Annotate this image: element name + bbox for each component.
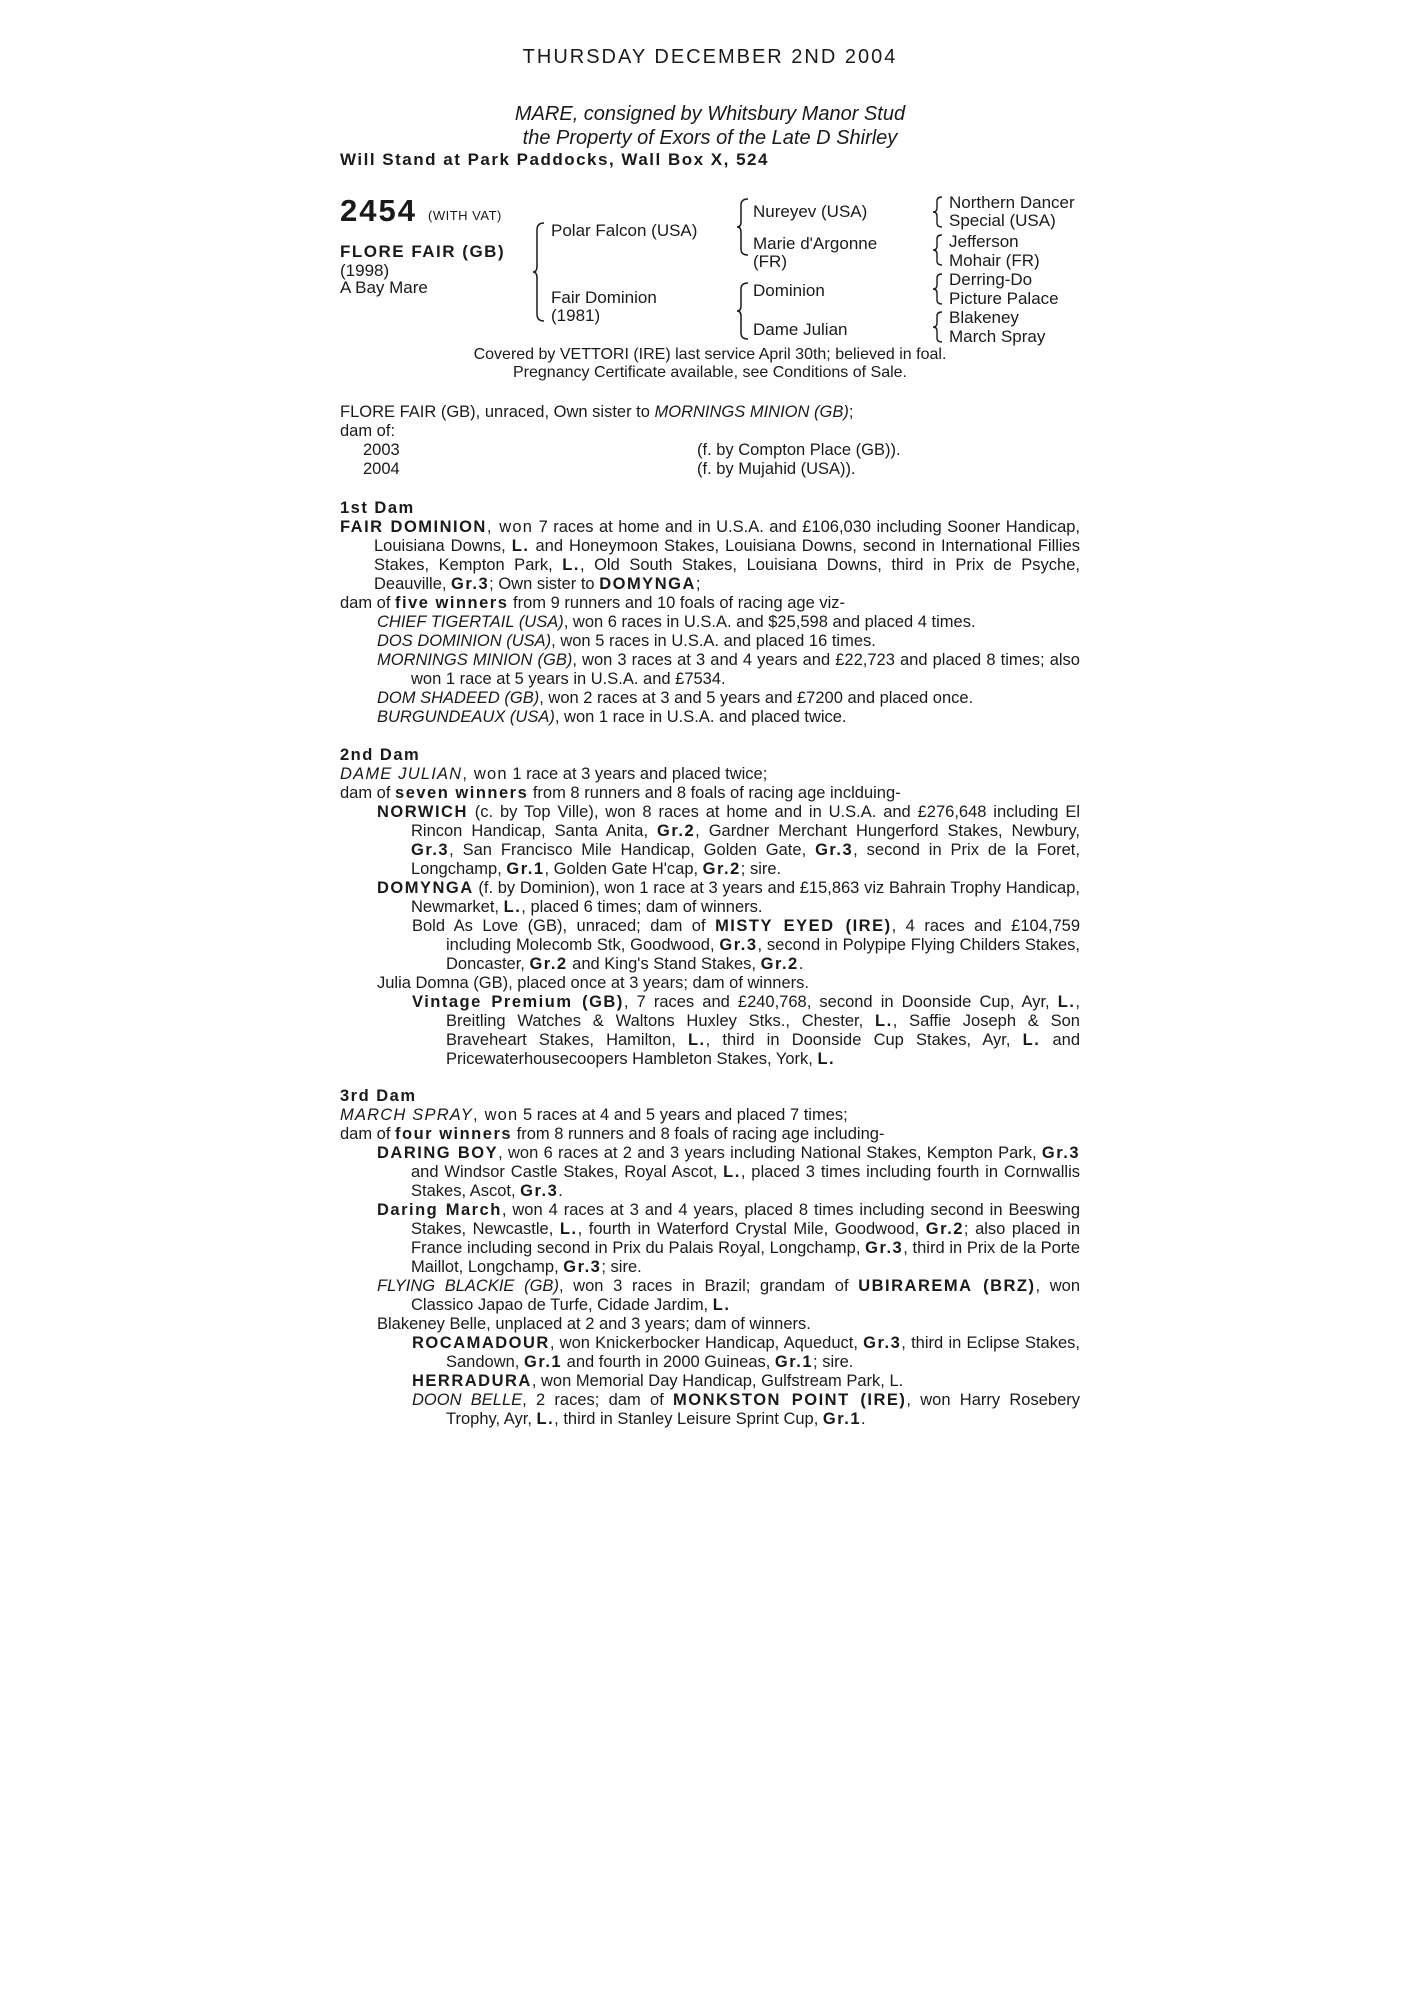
offspring-name: DARING BOY <box>377 1144 499 1162</box>
pedigree-g3-dsd: Picture Palace <box>949 289 1059 308</box>
offspring-text: , placed 3 times including fourth in Cornwallis Stakes, Ascot, <box>411 1163 1080 1200</box>
first-dam-text: 7 races at home and in U.S.A. and £106,030 including Sooner Handicap, Louisiana Downs, <box>374 518 1081 555</box>
offspring-text: , won 4 races at 3 and 4 years, placed 8 times including second in Beeswing Stakes, Newcastle, <box>411 1201 1080 1238</box>
pedigree-g3-ddd: March Spray <box>949 327 1046 346</box>
produce-dam-of: dam of: <box>340 422 396 440</box>
pedigree-dam-dam: Dame Julian <box>753 320 848 339</box>
offspring-text: and Windsor Castle Stakes, Royal Ascot, <box>411 1163 724 1181</box>
third-dam-section <box>340 1087 1080 1429</box>
group-tag: Gr.1 <box>822 1410 861 1428</box>
winners-count: seven winners <box>395 784 529 802</box>
offspring-text: . <box>558 1182 563 1200</box>
pedigree-g3-dss: Derring-Do <box>949 270 1033 289</box>
offspring-text: ; sire. <box>601 1258 642 1276</box>
dam-of-text: dam of <box>340 1125 396 1143</box>
offspring-text: , won Classico Japao de Turfe, Cidade Jardim, <box>411 1277 1081 1314</box>
third-dam-won: , won <box>473 1106 519 1124</box>
first-dam-sister: DOMYNGA <box>599 575 696 593</box>
offspring-text: , placed 6 times; dam of winners. <box>521 898 763 916</box>
dam-of-text: dam of <box>340 784 396 802</box>
covered-line-2: Pregnancy Certificate available, see Conditions of Sale. <box>513 364 907 381</box>
covered-info <box>340 346 1080 382</box>
offspring-text: (c. by Top Ville), won 8 races at home and in U.S.A. and £276,648 including El Rincon Handicap, Santa Anita, <box>411 803 1080 840</box>
offspring-text: , third in Prix de la Porte Maillot, Longchamp, <box>411 1239 1080 1276</box>
pedigree-brace-gen1 <box>532 222 546 322</box>
offspring-text: , third in Stanley Leisure Sprint Cup, <box>554 1410 823 1428</box>
produce-row <box>340 460 1080 479</box>
offspring-text: ; sire. <box>740 860 782 878</box>
produce-intro-end: ; <box>848 403 854 421</box>
stand-location: Will Stand at Park Paddocks, Wall Box X, 524 <box>340 150 769 169</box>
group-tag: Gr.3 <box>865 1239 904 1257</box>
offspring-name: Daring March <box>377 1201 502 1219</box>
grand-offspring-entry <box>412 993 1080 1069</box>
first-dam-section <box>340 499 1080 727</box>
pedigree-brace-g3-2 <box>932 234 944 266</box>
offspring-text: , won 5 races in U.S.A. and placed 16 times. <box>551 632 876 650</box>
offspring-name: DOS DOMINION (USA) <box>377 632 552 650</box>
offspring-name: MISTY EYED (IRE) <box>715 917 892 935</box>
offspring-entry <box>377 651 1080 689</box>
dam-of-text: dam of <box>340 594 396 612</box>
horse-description: A Bay Mare <box>340 278 428 297</box>
third-dam-dam-of <box>340 1125 1080 1144</box>
offspring-text: , second in Polypipe Flying Childers Stakes, Doncaster, <box>446 936 1080 973</box>
first-dam-heading: 1st Dam <box>340 499 415 517</box>
offspring-text: , won 3 races at 3 and 4 years and £22,723 and placed 8 times; also won 1 race at 5 years in U.S.A. and £7534. <box>411 651 1080 688</box>
first-dam-record <box>340 518 1080 594</box>
offspring-name: NORWICH <box>377 803 468 821</box>
offspring-text: and Pricewaterhousecoopers Hambleton Stakes, York, <box>446 1031 1081 1068</box>
second-dam-section <box>340 746 1080 1069</box>
winners-count: four winners <box>395 1125 513 1143</box>
group-tag: Gr.3 <box>719 936 758 954</box>
sale-date: THURSDAY DECEMBER 2ND 2004 <box>522 46 898 68</box>
pedigree-brace-g3-3 <box>932 273 944 305</box>
offspring-text: (f. by Dominion), won 1 race at 3 years and £15,863 viz Bahrain Trophy Handicap, Newmarket, <box>411 879 1080 916</box>
offspring-name: ROCAMADOUR <box>412 1334 550 1352</box>
offspring-text: , third in Doonside Cup Stakes, Ayr, <box>705 1031 1023 1049</box>
offspring-entry <box>377 689 1080 708</box>
listed-tag: L. <box>687 1031 706 1049</box>
pedigree-g3-sss: Northern Dancer <box>949 193 1075 212</box>
second-dam-dam-of <box>340 784 1080 803</box>
pedigree-sire: Polar Falcon (USA) <box>551 221 698 240</box>
offspring-name: Vintage Premium (GB) <box>412 993 624 1011</box>
offspring-text: , won 1 race in U.S.A. and placed twice. <box>554 708 847 726</box>
pedigree-g3-sdd: Mohair (FR) <box>949 251 1040 270</box>
offspring-entry: Blakeney Belle, unplaced at 2 and 3 years; dam of winners. <box>377 1315 811 1333</box>
pedigree-sire-dam-line-2: (FR) <box>753 252 787 271</box>
offspring-text: , won Knickerbocker Handicap, Aqueduct, <box>549 1334 864 1352</box>
grand-offspring-entry <box>412 917 1080 974</box>
group-tag: Gr.3 <box>563 1258 602 1276</box>
covered-line-1: Covered by VETTORI (IRE) last service April 30th; believed in foal. <box>473 346 947 363</box>
third-dam-heading: 3rd Dam <box>340 1087 417 1105</box>
listed-tag: L. <box>712 1296 731 1314</box>
group-tag: Gr.3 <box>411 841 450 859</box>
dam-of-text: from 8 runners and 8 foals of racing age including- <box>512 1125 885 1143</box>
listed-tag: L. <box>536 1410 555 1428</box>
offspring-entry <box>377 803 1080 879</box>
first-dam-won: , won <box>486 518 534 536</box>
horse-name: FLORE FAIR (GB) <box>340 242 506 261</box>
offspring-text: Bold As Love (GB), unraced; dam of <box>412 917 716 935</box>
group-tag: Gr.3 <box>863 1334 902 1352</box>
winners-count: five winners <box>395 594 509 612</box>
offspring-entry: Julia Domna (GB), placed once at 3 years; dam of winners. <box>377 974 809 992</box>
produce-year: 2003 <box>363 441 400 459</box>
second-dam-heading: 2nd Dam <box>340 746 421 764</box>
offspring-text: , third in Eclipse Stakes, Sandown, <box>446 1334 1080 1371</box>
pedigree-sire-dam-line-1: Marie d'Argonne <box>753 234 878 253</box>
offspring-text: . <box>861 1410 866 1428</box>
group-tag: Gr.2 <box>760 955 799 973</box>
offspring-text: and fourth in 2000 Guineas, <box>562 1353 775 1371</box>
offspring-text: , won 6 races in U.S.A. and $25,598 and placed 4 times. <box>563 613 976 631</box>
offspring-name: MONKSTON POINT (IRE) <box>673 1391 907 1409</box>
offspring-name: DOM SHADEED (GB) <box>377 689 540 707</box>
second-dam-record <box>340 765 1080 784</box>
group-tag: Gr.3 <box>815 841 854 859</box>
offspring-name: DOMYNGA <box>377 879 474 897</box>
offspring-name: DOON BELLE <box>412 1391 523 1409</box>
vat-note: (WITH VAT) <box>428 208 502 223</box>
pedigree-sire-sire: Nureyev (USA) <box>753 202 868 221</box>
offspring-name: UBIRAREMA (BRZ) <box>858 1277 1036 1295</box>
offspring-entry <box>377 1144 1080 1201</box>
consignment-info <box>340 102 1080 150</box>
listed-tag: L. <box>723 1163 741 1181</box>
offspring-entry <box>377 1201 1080 1277</box>
first-dam-name: FAIR DOMINION <box>340 518 487 536</box>
listed-tag: L. <box>817 1050 836 1068</box>
second-dam-text: 1 race at 3 years and placed twice; <box>507 765 768 783</box>
pedigree-g3-sds: Jefferson <box>949 232 1019 251</box>
second-dam-won: , won <box>462 765 508 783</box>
consign-line-2: the Property of Exors of the Late D Shirley <box>522 127 898 149</box>
first-dam-text: ; Own sister to <box>489 575 600 593</box>
grand-offspring-entry <box>412 1391 1080 1429</box>
offspring-text: , won 3 races in Brazil; grandam of <box>558 1277 859 1295</box>
second-dam-name: DAME JULIAN <box>340 765 463 783</box>
group-tag: Gr.1 <box>506 860 545 878</box>
consign-line-1: MARE, consigned by Whitsbury Manor Stud <box>514 103 906 125</box>
group-tag: Gr.3 <box>520 1182 559 1200</box>
offspring-text: , won Memorial Day Handicap, Gulfstream Park, L. <box>531 1372 904 1390</box>
listed-tag: L. <box>562 556 580 574</box>
offspring-text: , Saffie Joseph & Son Braveheart Stakes, Hamilton, <box>446 1012 1080 1049</box>
offspring-text: , won 6 races at 2 and 3 years including National Stakes, Kempton Park, <box>498 1144 1042 1162</box>
offspring-entry <box>377 632 1080 651</box>
pedigree-brace-g3-1 <box>932 196 944 228</box>
horse-year: (1998) <box>340 261 390 280</box>
offspring-text: , 4 races and £104,759 including Molecomb Stk, Goodwood, <box>446 917 1081 954</box>
pedigree-brace-dam <box>736 282 750 340</box>
offspring-name: CHIEF TIGERTAIL (USA) <box>377 613 564 631</box>
offspring-text: , second in Prix de la Foret, Longchamp, <box>411 841 1080 878</box>
lot-number: 2454 <box>340 193 417 228</box>
group-tag: Gr.3 <box>451 575 490 593</box>
offspring-text: . <box>798 955 804 973</box>
pedigree-dam <box>551 289 657 325</box>
third-dam-name: MARCH SPRAY <box>340 1106 473 1124</box>
offspring-text: , Golden Gate H'cap, <box>544 860 703 878</box>
group-tag: Gr.3 <box>1041 1144 1081 1162</box>
produce-note: (f. by Mujahid (USA)). <box>697 460 856 478</box>
produce-intro-sibling: MORNINGS MINION (GB) <box>654 403 849 421</box>
offspring-name: HERRADURA <box>412 1372 532 1390</box>
group-tag: Gr.2 <box>657 822 696 840</box>
pedigree-dam-line-1: Fair Dominion <box>551 288 657 307</box>
pedigree-brace-g3-4 <box>932 311 944 343</box>
offspring-name: MORNINGS MINION (GB) <box>377 651 573 669</box>
pedigree-g3-ssd: Special (USA) <box>949 211 1056 230</box>
offspring-text: , won Harry Rosebery Trophy, Ayr, <box>446 1391 1080 1428</box>
offspring-text: , 7 races and £240,768, second in Doonside Cup, Ayr, <box>623 993 1058 1011</box>
offspring-name: BURGUNDEAUX (USA) <box>377 708 555 726</box>
group-tag: Gr.2 <box>702 860 741 878</box>
grand-offspring-entry <box>412 1372 1080 1391</box>
offspring-text: ; sire. <box>813 1353 854 1371</box>
offspring-text: , 2 races; dam of <box>522 1391 674 1409</box>
group-tag: Gr.2 <box>529 955 568 973</box>
listed-tag: L. <box>875 1012 893 1030</box>
offspring-text: , San Francisco Mile Handicap, Golden Gate, <box>449 841 816 859</box>
third-dam-text: 5 races at 4 and 5 years and placed 7 times; <box>518 1106 848 1124</box>
listed-tag: L. <box>511 537 530 555</box>
produce-row <box>340 441 1080 460</box>
group-tag: Gr.1 <box>523 1353 563 1371</box>
dam-of-text: from 8 runners and 8 foals of racing age inclduing- <box>528 784 901 802</box>
first-dam-text: and Honeymoon Stakes, Louisiana Downs, second in International Fillies Stakes, Kempton Park, <box>374 537 1081 574</box>
first-dam-text: , Old South Stakes, Louisiana Downs, third in Prix de Psyche, Deauville, <box>374 556 1080 593</box>
pedigree-dam-sire: Dominion <box>753 281 825 300</box>
offspring-text: and King's Stand Stakes, <box>567 955 761 973</box>
listed-tag: L. <box>503 898 522 916</box>
offspring-text: , Gardner Merchant Hungerford Stakes, Newbury, <box>695 822 1080 840</box>
produce-intro-text: FLORE FAIR (GB), unraced, Own sister to <box>340 403 655 421</box>
grand-offspring-entry <box>412 1334 1080 1372</box>
pedigree-g3-dds: Blakeney <box>949 308 1019 327</box>
offspring-name: FLYING BLACKIE (GB) <box>377 1277 559 1295</box>
offspring-text: , fourth in Waterford Crystal Mile, Goodwood, <box>577 1220 926 1238</box>
produce-intro <box>340 403 1080 422</box>
offspring-entry <box>377 613 1080 632</box>
group-tag: Gr.1 <box>774 1353 814 1371</box>
pedigree-brace-sire <box>736 198 750 256</box>
pedigree-dam-line-2: (1981) <box>551 306 601 325</box>
listed-tag: L. <box>559 1220 578 1238</box>
dam-of-text: from 9 runners and 10 foals of racing age viz- <box>508 594 845 612</box>
produce-note: (f. by Compton Place (GB)). <box>697 441 901 459</box>
first-dam-dam-of <box>340 594 1080 613</box>
listed-tag: L. <box>1022 1031 1041 1049</box>
produce-year: 2004 <box>363 460 400 478</box>
first-dam-text: ; <box>695 575 701 593</box>
offspring-text: , Breitling Watches & Waltons Huxley Stks., Chester, <box>446 993 1080 1030</box>
offspring-entry <box>377 708 1080 727</box>
offspring-entry <box>377 1277 1080 1315</box>
offspring-entry <box>377 879 1080 917</box>
offspring-text: ; also placed in France including second in Prix du Palais Royal, Longchamp, <box>411 1220 1080 1257</box>
pedigree-sire-dam <box>753 235 877 271</box>
group-tag: Gr.2 <box>925 1220 964 1238</box>
third-dam-record <box>340 1106 1080 1125</box>
offspring-text: , won 2 races at 3 and 5 years and £7200 and placed once. <box>539 689 974 707</box>
produce-section <box>340 403 1080 479</box>
listed-tag: L. <box>1057 993 1076 1011</box>
